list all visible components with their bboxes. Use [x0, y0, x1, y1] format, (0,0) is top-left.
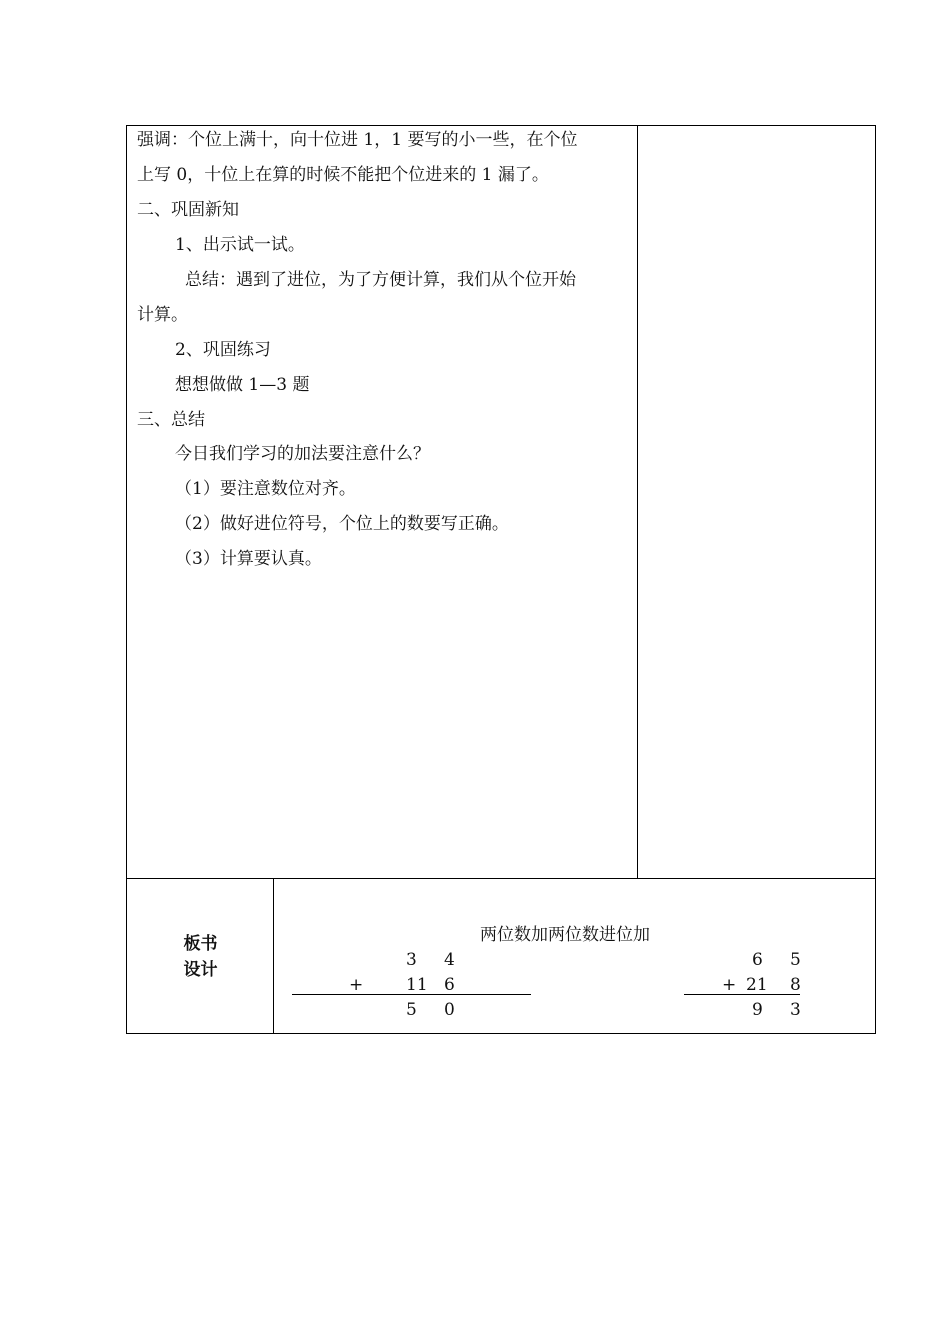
- right-plus-sign: +: [722, 975, 737, 995]
- summary-question: 今日我们学习的加法要注意什么？: [175, 444, 430, 464]
- lesson-content-cell: [127, 126, 638, 878]
- left-mid-tens: 11: [406, 975, 428, 995]
- summary-point-1: （1）要注意数位对齐。: [175, 479, 356, 499]
- left-result-tens: 5: [406, 1000, 417, 1020]
- board-design-label-cell: [127, 879, 274, 1033]
- left-top-tens: 3: [406, 950, 417, 970]
- summary-point-2: （2）做好进位符号，个位上的数要写正确。: [175, 514, 509, 534]
- left-sum-line: [292, 994, 531, 995]
- right-result-ones: 3: [790, 1000, 801, 1020]
- left-top-ones: 4: [444, 950, 455, 970]
- summary-point-3: （3）计算要认真。: [175, 549, 322, 569]
- right-top-tens: 6: [752, 950, 763, 970]
- board-design-content-cell: [274, 879, 875, 1033]
- left-result-ones: 0: [444, 1000, 455, 1020]
- notes-cell: [638, 126, 875, 878]
- board-label-line-1: 板书: [183, 934, 218, 954]
- step-try-it: 1、出示试一试。: [175, 235, 305, 255]
- board-title: 两位数加两位数进位加: [480, 925, 650, 945]
- left-mid-ones: 6: [444, 975, 455, 995]
- summary-line-1: 总结：遇到了进位，为了方便计算，我们从个位开始: [185, 270, 576, 290]
- emphasis-line-2: 上写 0，十位上在算的时候不能把个位进来的 1 漏了。: [137, 165, 549, 185]
- board-label-line-2: 设计: [183, 960, 218, 980]
- right-mid-tens: 21: [746, 975, 768, 995]
- right-sum-line: [684, 994, 800, 995]
- left-plus-sign: +: [349, 975, 364, 995]
- right-result-tens: 9: [752, 1000, 763, 1020]
- practice-exercises: 想想做做 1—3 题: [175, 375, 310, 395]
- right-top-ones: 5: [790, 950, 801, 970]
- summary-line-2: 计算。: [137, 305, 188, 325]
- lesson-procedure-table: [126, 125, 876, 879]
- emphasis-line-1: 强调：个位上满十，向十位进 1，1 要写的小一些，在个位: [137, 130, 578, 150]
- section-heading-consolidate: 二、巩固新知: [137, 200, 239, 220]
- step-practice: 2、巩固练习: [175, 340, 271, 360]
- board-design-table: [126, 878, 876, 1034]
- section-heading-summary: 三、总结: [137, 410, 205, 430]
- right-mid-ones: 8: [790, 975, 801, 995]
